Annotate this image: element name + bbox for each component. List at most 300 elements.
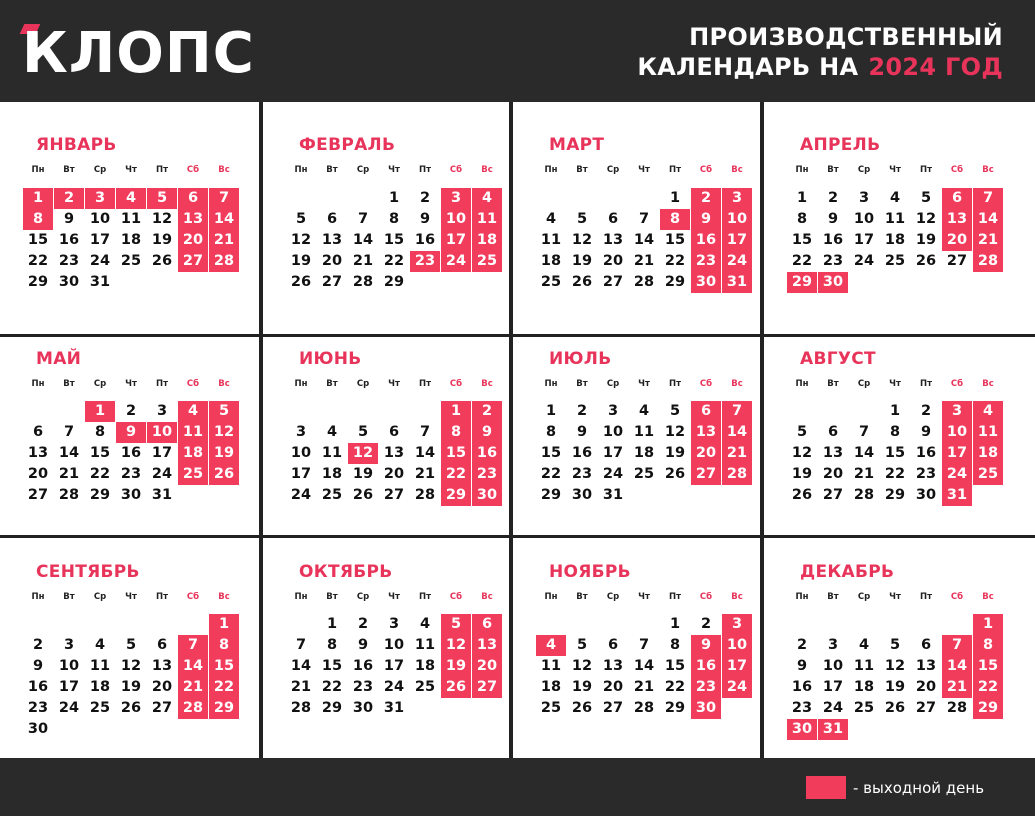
day-cell-holiday: 29 <box>787 272 817 293</box>
day-cell-holiday: 13 <box>472 635 502 656</box>
day-cell: 14 <box>853 445 875 461</box>
day-cell-holiday: 30 <box>818 272 848 293</box>
weekday-label: Вс <box>218 165 230 175</box>
day-cell-holiday: 23 <box>691 251 721 272</box>
day-cell-holiday: 20 <box>691 443 721 464</box>
day-cell: 23 <box>571 466 593 482</box>
day-cell: 7 <box>638 211 650 227</box>
month-card <box>764 337 1035 535</box>
day-cell: 9 <box>419 211 431 227</box>
weekday-label: Вт <box>63 379 75 389</box>
day-cell: 1 <box>796 190 808 206</box>
day-cell: 5 <box>796 424 808 440</box>
day-cell: 14 <box>290 658 312 674</box>
day-cell-holiday: 9 <box>691 635 721 656</box>
weekday-label: Вс <box>481 165 493 175</box>
weekday-label: Ср <box>93 592 107 602</box>
day-cell: 17 <box>853 232 875 248</box>
day-cell: 22 <box>321 679 343 695</box>
weekday-label: Чт <box>388 379 400 389</box>
day-cell: 13 <box>915 658 937 674</box>
day-cell: 13 <box>321 232 343 248</box>
day-cell: 18 <box>414 658 436 674</box>
day-cell: 29 <box>383 274 405 290</box>
day-cell: 15 <box>27 232 49 248</box>
day-cell: 26 <box>571 700 593 716</box>
day-cell: 15 <box>664 232 686 248</box>
day-cell: 15 <box>383 232 405 248</box>
weekday-label: Чт <box>125 379 137 389</box>
footer-bar <box>0 758 1035 816</box>
weekday-label: Пн <box>544 165 558 175</box>
day-cell: 28 <box>58 487 80 503</box>
day-cell: 29 <box>27 274 49 290</box>
day-cell-holiday: 10 <box>722 635 752 656</box>
day-cell: 26 <box>120 700 142 716</box>
weekday-label: Сб <box>950 592 964 602</box>
weekday-label: Пт <box>919 592 933 602</box>
weekday-label: Пт <box>155 592 169 602</box>
title-line-2-text: КАЛЕНДАРЬ НА <box>637 53 859 81</box>
day-cell: 23 <box>822 253 844 269</box>
day-cell-holiday: 21 <box>209 230 239 251</box>
day-cell: 15 <box>791 232 813 248</box>
day-cell: 26 <box>664 466 686 482</box>
day-cell-holiday: 1 <box>441 401 471 422</box>
day-cell: 1 <box>545 403 557 419</box>
day-cell-holiday: 3 <box>722 614 752 635</box>
day-cell: 21 <box>290 679 312 695</box>
weekday-label: Чт <box>638 379 650 389</box>
day-cell-holiday: 18 <box>973 443 1003 464</box>
day-cell-holiday: 17 <box>942 443 972 464</box>
day-cell: 20 <box>383 466 405 482</box>
weekday-label: Вс <box>481 592 493 602</box>
day-cell: 27 <box>383 487 405 503</box>
weekday-label: Пн <box>294 165 308 175</box>
day-cell-holiday: 11 <box>973 422 1003 443</box>
day-cell-holiday: 31 <box>818 719 848 740</box>
day-cell-holiday: 7 <box>209 188 239 209</box>
day-cell: 12 <box>290 232 312 248</box>
weekday-label: Пн <box>795 592 809 602</box>
day-cell-holiday: 4 <box>116 188 146 209</box>
day-cell: 25 <box>540 274 562 290</box>
day-cell-holiday: 1 <box>85 401 115 422</box>
day-cell: 20 <box>321 253 343 269</box>
day-cell-holiday: 18 <box>178 443 208 464</box>
day-cell-holiday: 29 <box>209 698 239 719</box>
day-cell: 13 <box>822 445 844 461</box>
day-cell: 9 <box>827 211 839 227</box>
day-cell-holiday: 30 <box>787 719 817 740</box>
month-name: ИЮЛЬ <box>549 349 612 369</box>
page-title <box>637 22 1003 82</box>
weekday-label: Сб <box>449 592 463 602</box>
day-cell: 7 <box>63 424 75 440</box>
day-cell-holiday: 25 <box>973 464 1003 485</box>
day-cell: 28 <box>853 487 875 503</box>
day-cell: 3 <box>388 616 400 632</box>
day-cell: 27 <box>321 274 343 290</box>
day-cell-holiday: 15 <box>441 443 471 464</box>
day-cell: 18 <box>853 679 875 695</box>
day-cell: 11 <box>853 658 875 674</box>
day-cell: 17 <box>602 445 624 461</box>
day-cell-holiday: 12 <box>441 635 471 656</box>
weekday-label: Пт <box>418 165 432 175</box>
day-cell: 14 <box>352 232 374 248</box>
day-cell-holiday: 1 <box>209 614 239 635</box>
day-cell: 3 <box>295 424 307 440</box>
day-cell: 3 <box>156 403 168 419</box>
day-cell-holiday: 27 <box>691 464 721 485</box>
day-cell: 21 <box>853 466 875 482</box>
day-cell: 12 <box>884 658 906 674</box>
day-cell: 12 <box>915 211 937 227</box>
day-cell: 15 <box>89 445 111 461</box>
day-cell: 28 <box>633 700 655 716</box>
day-cell: 30 <box>27 721 49 737</box>
day-cell: 11 <box>321 445 343 461</box>
day-cell: 25 <box>853 700 875 716</box>
day-cell-holiday: 4 <box>472 188 502 209</box>
day-cell-holiday: 14 <box>973 209 1003 230</box>
day-cell: 10 <box>58 658 80 674</box>
day-cell: 13 <box>602 232 624 248</box>
day-cell: 12 <box>571 658 593 674</box>
day-cell-holiday: 5 <box>441 614 471 635</box>
day-cell: 12 <box>151 211 173 227</box>
day-cell: 6 <box>32 424 44 440</box>
day-cell-holiday: 15 <box>973 656 1003 677</box>
weekday-label: Чт <box>388 592 400 602</box>
weekday-label: Чт <box>125 592 137 602</box>
day-cell: 25 <box>321 487 343 503</box>
month-card <box>513 337 760 535</box>
weekday-label: Пт <box>668 165 682 175</box>
day-cell: 26 <box>915 253 937 269</box>
day-cell: 4 <box>326 424 338 440</box>
title-line-2 <box>637 52 1003 82</box>
weekday-label: Ср <box>857 165 871 175</box>
day-cell: 5 <box>295 211 307 227</box>
day-cell: 2 <box>700 616 712 632</box>
day-cell: 9 <box>576 424 588 440</box>
weekday-label: Ср <box>356 379 370 389</box>
month-name: АВГУСТ <box>800 349 876 369</box>
day-cell-holiday: 6 <box>178 188 208 209</box>
day-cell: 24 <box>151 466 173 482</box>
weekday-label: Сб <box>449 165 463 175</box>
day-cell: 27 <box>946 253 968 269</box>
day-cell-holiday: 5 <box>147 188 177 209</box>
day-cell-holiday: 21 <box>178 677 208 698</box>
day-cell: 23 <box>27 700 49 716</box>
day-cell: 31 <box>383 700 405 716</box>
day-cell: 19 <box>884 679 906 695</box>
day-cell: 9 <box>357 637 369 653</box>
day-cell-holiday: 7 <box>722 401 752 422</box>
day-cell: 4 <box>94 637 106 653</box>
day-cell-holiday: 9 <box>116 422 146 443</box>
day-cell: 16 <box>120 445 142 461</box>
day-cell-holiday: 7 <box>942 635 972 656</box>
weekday-label: Вт <box>827 592 839 602</box>
day-cell: 15 <box>884 445 906 461</box>
weekday-label: Ср <box>356 592 370 602</box>
weekday-label: Сб <box>699 592 713 602</box>
day-cell: 22 <box>27 253 49 269</box>
weekday-label: Пн <box>294 379 308 389</box>
day-cell: 9 <box>920 424 932 440</box>
day-cell: 22 <box>664 679 686 695</box>
day-cell: 8 <box>796 211 808 227</box>
day-cell: 12 <box>791 445 813 461</box>
day-cell: 2 <box>32 637 44 653</box>
month-name: МАЙ <box>36 349 82 369</box>
day-cell-holiday: 12 <box>348 443 378 464</box>
day-cell: 31 <box>602 487 624 503</box>
weekday-label: Пт <box>418 379 432 389</box>
day-cell-holiday: 24 <box>722 677 752 698</box>
day-cell: 27 <box>27 487 49 503</box>
day-cell: 12 <box>571 232 593 248</box>
day-cell-holiday: 30 <box>472 485 502 506</box>
day-cell-holiday: 7 <box>178 635 208 656</box>
day-cell: 30 <box>352 700 374 716</box>
day-cell: 10 <box>822 658 844 674</box>
day-cell: 29 <box>884 487 906 503</box>
day-cell: 18 <box>633 445 655 461</box>
weekday-label: Ср <box>606 379 620 389</box>
day-cell-holiday: 19 <box>209 443 239 464</box>
day-cell-holiday: 10 <box>942 422 972 443</box>
day-cell: 4 <box>419 616 431 632</box>
day-cell: 7 <box>858 424 870 440</box>
weekday-label: Ср <box>606 165 620 175</box>
day-cell: 7 <box>295 637 307 653</box>
day-cell-holiday: 4 <box>536 635 566 656</box>
day-cell: 28 <box>290 700 312 716</box>
legend-label: - выходной день <box>853 779 985 797</box>
day-cell: 8 <box>326 637 338 653</box>
month-name: ФЕВРАЛЬ <box>299 135 396 155</box>
day-cell: 15 <box>664 658 686 674</box>
day-cell: 19 <box>915 232 937 248</box>
day-cell: 16 <box>352 658 374 674</box>
day-cell: 11 <box>884 211 906 227</box>
day-cell: 25 <box>884 253 906 269</box>
day-cell: 25 <box>414 679 436 695</box>
weekday-label: Чт <box>638 592 650 602</box>
month-name: ДЕКАБРЬ <box>800 562 895 582</box>
day-cell-holiday: 16 <box>691 656 721 677</box>
day-cell: 1 <box>889 403 901 419</box>
day-cell: 27 <box>151 700 173 716</box>
weekday-label: Сб <box>950 379 964 389</box>
day-cell: 10 <box>383 637 405 653</box>
day-cell: 21 <box>58 466 80 482</box>
day-cell-holiday: 14 <box>178 656 208 677</box>
day-cell: 19 <box>120 679 142 695</box>
weekday-label: Вс <box>982 592 994 602</box>
day-cell: 6 <box>607 211 619 227</box>
day-cell-holiday: 30 <box>691 698 721 719</box>
day-cell: 6 <box>827 424 839 440</box>
day-cell: 18 <box>540 679 562 695</box>
day-cell: 29 <box>89 487 111 503</box>
day-cell: 15 <box>540 445 562 461</box>
day-cell-holiday: 13 <box>942 209 972 230</box>
day-cell: 23 <box>352 679 374 695</box>
day-cell-holiday: 6 <box>472 614 502 635</box>
day-cell: 19 <box>352 466 374 482</box>
weekday-label: Пт <box>919 165 933 175</box>
weekday-label: Вс <box>982 379 994 389</box>
weekday-label: Вт <box>326 592 338 602</box>
day-cell: 8 <box>669 637 681 653</box>
day-cell: 2 <box>920 403 932 419</box>
day-cell-holiday: 27 <box>178 251 208 272</box>
weekday-label: Пн <box>31 592 45 602</box>
day-cell: 1 <box>669 190 681 206</box>
day-cell-holiday: 17 <box>722 656 752 677</box>
day-cell-holiday: 3 <box>441 188 471 209</box>
day-cell: 8 <box>545 424 557 440</box>
day-cell: 4 <box>889 190 901 206</box>
month-card <box>764 538 1035 758</box>
day-cell-holiday: 21 <box>973 230 1003 251</box>
day-cell-holiday: 26 <box>209 464 239 485</box>
day-cell: 12 <box>664 424 686 440</box>
day-cell: 25 <box>540 700 562 716</box>
day-cell-holiday: 29 <box>441 485 471 506</box>
day-cell: 17 <box>383 658 405 674</box>
header-bar <box>0 0 1035 102</box>
day-cell: 5 <box>576 211 588 227</box>
day-cell-holiday: 4 <box>178 401 208 422</box>
day-cell: 2 <box>576 403 588 419</box>
day-cell: 10 <box>290 445 312 461</box>
day-cell: 21 <box>414 466 436 482</box>
day-cell: 27 <box>602 700 624 716</box>
weekday-label: Чт <box>125 165 137 175</box>
day-cell-holiday: 28 <box>209 251 239 272</box>
day-cell: 20 <box>27 466 49 482</box>
day-cell: 2 <box>419 190 431 206</box>
day-cell: 13 <box>27 445 49 461</box>
day-cell-holiday: 23 <box>691 677 721 698</box>
day-cell: 23 <box>791 700 813 716</box>
day-cell: 21 <box>633 253 655 269</box>
weekday-label: Ср <box>93 379 107 389</box>
weekday-label: Вт <box>326 379 338 389</box>
weekday-label: Сб <box>186 379 200 389</box>
day-cell: 21 <box>633 679 655 695</box>
weekday-label: Вт <box>63 592 75 602</box>
day-cell: 28 <box>946 700 968 716</box>
day-cell-holiday: 9 <box>472 422 502 443</box>
title-year: 2024 ГОД <box>868 53 1003 81</box>
day-cell: 2 <box>827 190 839 206</box>
day-cell-holiday: 4 <box>973 401 1003 422</box>
day-cell: 3 <box>63 637 75 653</box>
weekday-label: Вт <box>827 379 839 389</box>
day-cell-holiday: 3 <box>85 188 115 209</box>
day-cell: 23 <box>915 466 937 482</box>
day-cell-holiday: 10 <box>722 209 752 230</box>
day-cell: 17 <box>151 445 173 461</box>
month-card <box>513 102 760 334</box>
month-name: МАРТ <box>549 135 605 155</box>
weekday-label: Пн <box>294 592 308 602</box>
day-cell: 13 <box>151 658 173 674</box>
month-name: ОКТЯБРЬ <box>299 562 393 582</box>
day-cell-holiday: 6 <box>691 401 721 422</box>
weekday-label: Ср <box>857 379 871 389</box>
weekday-label: Вт <box>576 379 588 389</box>
day-cell-holiday: 24 <box>441 251 471 272</box>
weekday-label: Пн <box>795 379 809 389</box>
day-cell: 17 <box>822 679 844 695</box>
weekday-label: Чт <box>638 165 650 175</box>
day-cell: 16 <box>414 232 436 248</box>
day-cell-holiday: 1 <box>973 614 1003 635</box>
day-cell: 31 <box>151 487 173 503</box>
day-cell: 31 <box>89 274 111 290</box>
weekday-label: Вт <box>326 165 338 175</box>
day-cell-holiday: 10 <box>441 209 471 230</box>
weekday-label: Пн <box>31 165 45 175</box>
day-cell-holiday: 28 <box>178 698 208 719</box>
weekday-label: Сб <box>950 165 964 175</box>
weekday-label: Вс <box>481 379 493 389</box>
day-cell-holiday: 1 <box>23 188 53 209</box>
weekday-label: Пн <box>544 379 558 389</box>
day-cell: 30 <box>915 487 937 503</box>
day-cell: 20 <box>915 679 937 695</box>
day-cell: 23 <box>120 466 142 482</box>
weekday-label: Ср <box>356 165 370 175</box>
day-cell-holiday: 17 <box>441 230 471 251</box>
day-cell: 13 <box>602 658 624 674</box>
month-name: СЕНТЯБРЬ <box>36 562 140 582</box>
day-cell: 11 <box>120 211 142 227</box>
month-card <box>263 102 509 334</box>
day-cell: 19 <box>791 466 813 482</box>
day-cell: 19 <box>571 253 593 269</box>
day-cell-holiday: 5 <box>209 401 239 422</box>
day-cell: 14 <box>58 445 80 461</box>
day-cell: 7 <box>419 424 431 440</box>
day-cell: 16 <box>571 445 593 461</box>
weekday-label: Вт <box>576 165 588 175</box>
day-cell: 30 <box>571 487 593 503</box>
day-cell: 20 <box>602 253 624 269</box>
day-cell: 29 <box>321 700 343 716</box>
day-cell-holiday: 11 <box>472 209 502 230</box>
day-cell: 24 <box>58 700 80 716</box>
day-cell: 16 <box>58 232 80 248</box>
weekday-label: Сб <box>186 592 200 602</box>
day-cell: 23 <box>58 253 80 269</box>
day-cell: 29 <box>664 274 686 290</box>
day-cell-holiday: 8 <box>23 209 53 230</box>
day-cell: 3 <box>607 403 619 419</box>
day-cell: 27 <box>822 487 844 503</box>
day-cell: 5 <box>357 424 369 440</box>
